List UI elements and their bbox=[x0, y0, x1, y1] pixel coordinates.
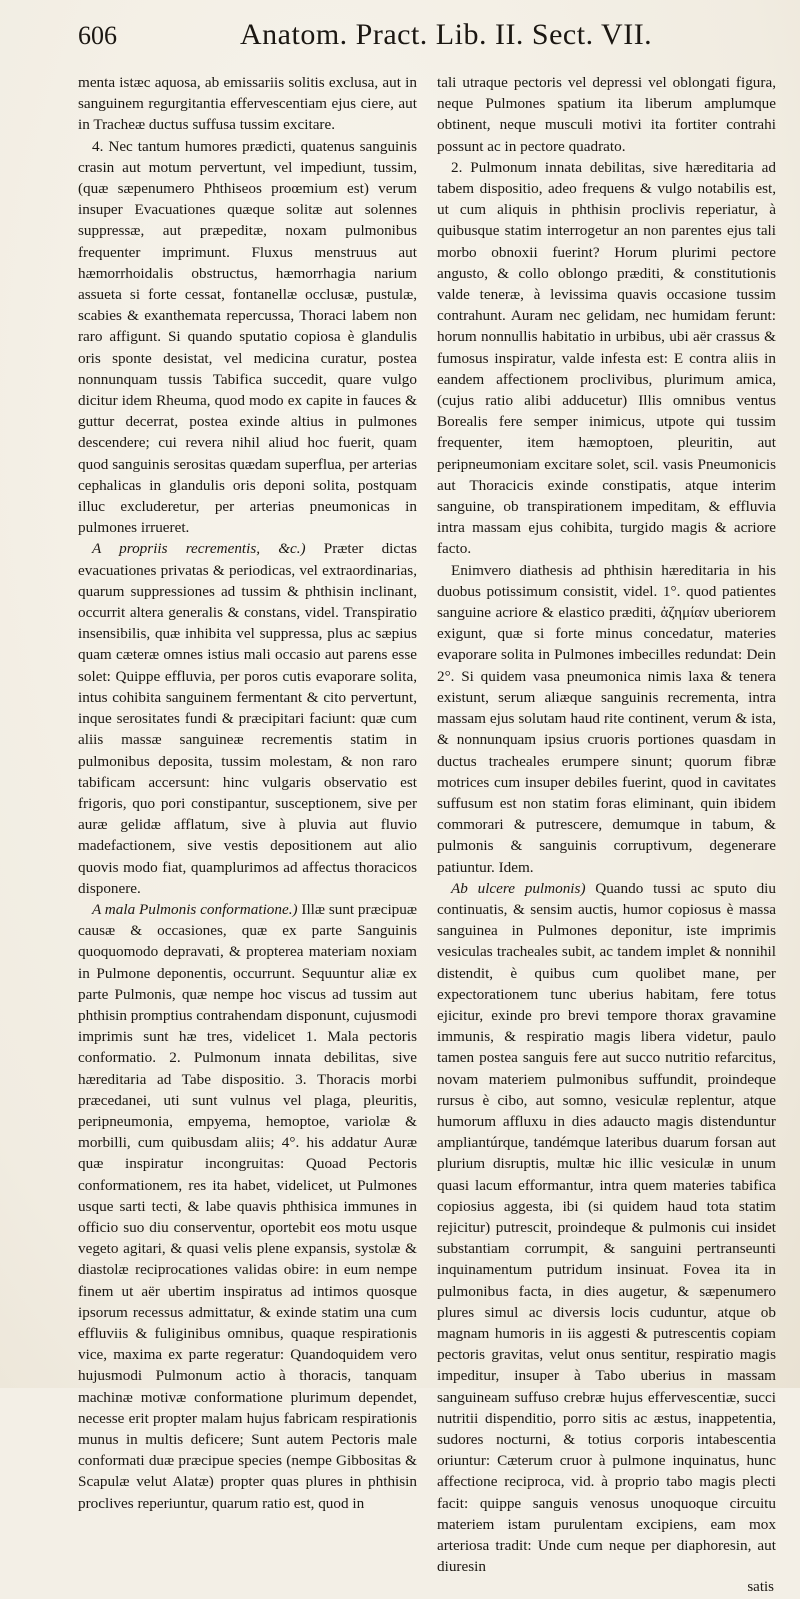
paragraph: menta istæc aquosa, ab emissariis solitis exclusa, aut in sanguinem regurgitantia effervescentiam ejus ciere, aut in Tracheæ ductus suffusa tussim excitare. bbox=[78, 74, 417, 134]
paragraph: A mala Pulmonis conformatione.) Illæ sunt præcipuæ causæ & occasiones, quæ ex parte Sanguinis quoquomodo depravati, & propterea materiam noxiam in Pulmone deponentis, occurrunt. Sequuntur aliæ ex parte Pulmonis, quæ nempe hoc viscus ad tussim aut phthisin promptius contrahendam disponunt, cujusmodi imprimis sunt hæ tres, videlicet 1. Mala pectoris conformatio. 2. Pulmonum innata debilitas, sive hæreditaria ad Tabe dispositio. 3. Thoracis morbi præcedanei, uti sunt vulnus vel plaga, pleuritis, peripneumonia, empyema, hemoptoe, variolæ & morbilli, cum quibusdam aliis; 4°. his addatur Auræ quæ inspiratur incongruitas: Quoad Pectoris conformationem, res ita habet, videlicet, ut Pulmones usque sarti tecti, & labe quavis phthisica immunes in officio suo diu conserventur, oportebit eos motu usque vegeto agitari, & quasi velis plene expansis, systolæ & diastolæ reciprocationes validas obire: in eum nempe finem ut aër ubertim inspiratus ad intimos quosque ipsorum recessus admittatur, & exinde statim una cum effluviis & fuliginibus omnibus, quaque respirationis vice, maxima ex parte regeratur: Quandoquidem vero hujusmodi Pulmonum actio à thoracis, tanquam machinæ motivæ conformatione plurimum dependet, necesse erit propter malam hujus fabricam respirationis munus in multis deficere; Sunt autem Pectoris male conformati duæ præcipue species (nempe Gibbositas & Scapulæ velut Alatæ) propter quas plures in phthisin proclives reperiuntur, quarum ratio est, quod in bbox=[78, 900, 417, 1512]
paragraph: Ab ulcere pulmonis) Quando tussi ac sputo diu continuatis, & sensim auctis, humor copiosus è massa sanguinea in Pulmones deponitur, iste imprimis vesiculas tracheales subit, ac tandem implet & nonnihil distendit, è quibus cum quolibet mane, per expectorationem tunc uberius habitam, fere totus ejicitur, exinde pro brevi tempore thorax gravamine immunis, & respiratio magis libera videtur, paulo tamen postea sanguis fere aut succo nutritio refarcitus, novam materiem pulmonibus suffundit, proindeque rursus è cibo, aut somno, vesiculæ replentur, atque humorum affluxu in dies adaucto magis distenduntur ampliantúrque, tandémque lateribus duarum forsan aut plurium disruptis, multæ hic illic vesiculæ in unum quasi lacum efformantur, intra quem materies tabifica copiosius aggesta, ibi (si quidem haud tota statim rejicitur) putrescit, proindeque & pulmonis cui insidet substantiam corrumpit, & sanguini pertranseunti inquinamentum putridum insinuat. Fovea ita in pulmonibus facta, in dies augetur, & sæpenumero plures simul ac diversis locis cuduntur, atque ob magnam humoris in iis aggesti & putrescentis copiam pectoris gravitas, velut onus sentitur, respiratio magis impeditur, insuper à Tabo uberius in massam sanguineam suffuso crebræ hujus effervescentiæ, succi nutritii dispenditio, porro sitis ac æstus, inappetentia, sudores nocturni, & totius corporis intabescentia oriuntur: Cæterum cruor à pulmone inquinatus, hunc affectione reciproca, vid. à proprio tabo magis plecti facit: quippe sanguis venosus unoquoque circuitu materiem istam purulentam excipiens, eam mox arteriosa tradit: Unde cum neque per diaphoresin, aut diuresin bbox=[437, 879, 776, 1576]
lemma: Ab ulcere pulmonis) bbox=[451, 879, 586, 897]
paragraph: tali utraque pectoris vel depressi vel oblongati figura, neque Pulmones spatium ita liberum amplumque obtinent, neque musculi motivi ita fortiter contrahi possunt ac in pectore quadrato. bbox=[437, 74, 776, 155]
paragraph: 2. Pulmonum innata debilitas, sive hæreditaria ad tabem dispositio, adeo frequens & vulgo notabilis est, ut cum aliquis in phthisin proclivis reperiatur, à quibusque statim interrogetur an non parentes ejus tali morbo obnoxii fuerint? Horum plurimi pectore angusto, & collo oblongo præditi, & constitutionis valde teneræ, à levissima quavis occasione tussim contrahunt. Auram nec gelidam, nec humidam ferunt: horum nonnullis habitatio in urbibus, ubi aër crassus & fumosus inspiratur, valde infesta est: E contra aliis in eandem affectionem proclivibus, plurimum amica, (cujus ratio alibi adducetur) Illis omnibus ventus Borealis fere semper inimicus, utpote qui tussim frequenter, item hæmoptoen, pleuritin, aut peripneumoniam excitare solet, scil. vasis Pneumonicis aut Thoracicis exinde constipatis, atque interim sanguine, ob transpirationem impeditam, & effluvia intra massam ejus cohibita, turgido magis & acriore facto. bbox=[437, 158, 776, 558]
page-number: 606 bbox=[78, 21, 117, 50]
left-column bbox=[78, 72, 417, 1599]
text-columns bbox=[78, 72, 776, 1599]
paragraph: Enimvero diathesis ad phthisin hæreditaria in his duobus potissimum consistit, videl. 1°. quod patientes sanguine acriore & elastico præditi, ἀζημίαν uberiorem exigunt, quæ si forte minus concedatur, materies evaporare solita in Pulmones imbecilles redundat: Dein 2°. Si quidem vasa pneumonica nimis laxa & tenera existunt, serum aliæque sanguinis recrementa, intra massam ejus solutam haud rite continent, verum & ista, & nonnunquam ipsius cruoris portiones quasdam in ductus tracheales erumpere sinunt; quorum fibræ motrices cum insuper debiles fuerint, quod in cavitates suffusum est non statim foras eliminant, quin ibidem commorari & putrescere, demumque in tabum, & pulmonis & sanguinis corruptivum, degenerare patiuntur. Idem. bbox=[437, 561, 776, 876]
page-header bbox=[78, 18, 776, 74]
catchword: satis bbox=[747, 1579, 774, 1596]
paragraph: 4. Nec tantum humores prædicti, quatenus sanguinis crasin aut motum pervertunt, vel impediunt, tussim, (quæ sæpenumero Phthiseos proœmium est) verum insuper Evacuationes quæque solitæ aut solennes suppressæ, aut præpeditæ, noxam pulmonibus frequenter imprimunt. Fluxus menstruus aut hæmorrhoidalis obstructus, hæmorrhagia narium assueta si forte cessat, fontanellæ occlusæ, pustulæ, scabies & exanthemata repercussa, Thoraci labem non raro affigunt. Si quando sputatio copiosa è glandulis oris sponte desistat, vel medicina curatur, postea nonnunquam tussis Tabifica succedit, quare vulgo dicitur idem Rheuma, quod modo ex capite in fauces & guttur decerrat, postea exinde altius in pulmones descendere; cui revera nihil aliud hoc fuerit, quam quod sanguinis serositas quædam superflua, per arterias cephalicas in glandulis oris deponi solita, postquam illuc excluderetur, per arterias pneumonicas in pulmones irrueret. bbox=[78, 137, 417, 537]
lemma: A mala Pulmonis conformatione.) bbox=[92, 900, 298, 918]
right-column bbox=[437, 72, 776, 1599]
running-title: Anatom. Pract. Lib. II. Sect. VII. bbox=[240, 18, 653, 51]
paragraph: A propriis recrementis, &c.) Præter dictas evacuationes privatas & periodicas, vel extraordinarias, quarum suppressiones ad tussim & phthisin inclinant, occurrit altera generalis & constans, videl. Transpiratio insensibilis, quæ inhibita vel suppressa, plus ac sæpius quam cæteræ omnes istius mali occasio aut parens esse solet: Quippe effluvia, per poros cutis evaporare solita, intus cohibita sanguinem fermentant & cito pervertunt, inque serositates fundi & præcipitari faciunt: quæ cum aliis massæ sanguineæ recrementis statim in pulmonibus deposita, tussim molestam, & non raro tabificam accersunt: hinc vulgaris observatio est frigoris, quo pori constipantur, susceptionem, sive per auræ gelidæ afflatum, sive à pluvia aut fluvio madefactionem, sive vestis depositionem aut alio quovis modo fiat, quamplurimos ad affectus thoracicos disponere. bbox=[78, 540, 418, 897]
lemma: A propriis recrementis, &c.) bbox=[92, 540, 306, 558]
